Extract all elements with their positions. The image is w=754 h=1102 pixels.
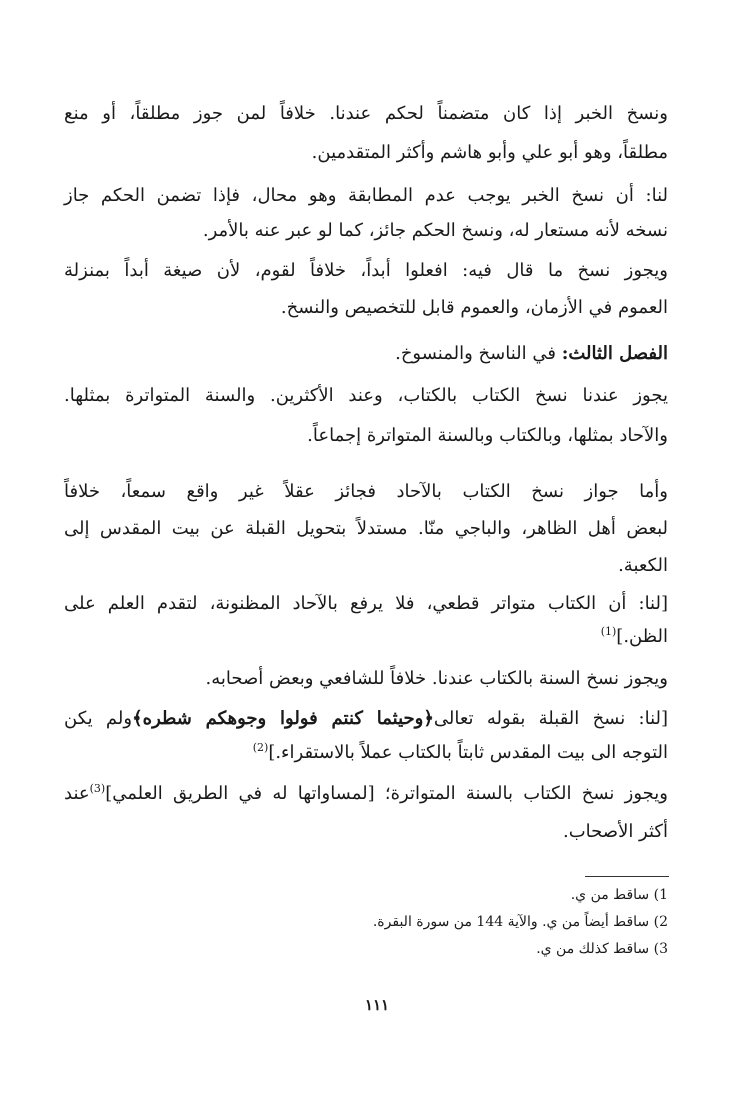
quran-after: ولم يكن bbox=[64, 708, 133, 729]
footnote-mark-1: (1) bbox=[600, 625, 617, 638]
bracket-text-3: ويجوز نسخ الكتاب بالسنة المتواترة؛ [لمساواتها له في الطريق العلمي] bbox=[105, 783, 668, 804]
body-line-1: ونسخ الخبر إذا كان متضمناً لحكم عندنا. خلافاً لمن جوز مطلقاً، أو منع bbox=[64, 103, 668, 124]
footnote-3: 3) ساقط كذلك من ي. bbox=[536, 941, 668, 957]
footnote-mark-2: (2) bbox=[252, 741, 269, 754]
body-line-13: [لنا: أن الكتاب متواتر قطعي، فلا يرفع بالآحاد المظنونة، لتقدم العلم على bbox=[64, 593, 668, 614]
body-line-9: والآحاد بمثلها، وبالكتاب وبالسنة المتواترة إجماعاً. bbox=[307, 425, 668, 446]
body-line-3: لنا: أن نسخ الخبر يوجب عدم المطابقة وهو محال، فإذا تضمن الحكم جاز bbox=[64, 185, 668, 206]
body-line-4: نسخه لأنه مستعار له، ونسخ الحكم جائز، كما لو عبر عنه بالأمر. bbox=[202, 220, 668, 241]
body-line-18 bbox=[64, 779, 668, 809]
body-line-14 bbox=[64, 622, 668, 652]
body-line-12: الكعبة. bbox=[618, 555, 668, 576]
footnote-2: 2) ساقط أيضاً من ي. والآية 144 من سورة البقرة. bbox=[372, 914, 668, 930]
quran-intro: [لنا: نسخ القبلة بقوله تعالى bbox=[433, 708, 669, 729]
page-number: ١١١ bbox=[364, 996, 390, 1014]
section-heading bbox=[64, 339, 668, 369]
quran-verse: ﴿وحيثما كنتم فولوا وجوهكم شطره﴾ bbox=[132, 708, 434, 729]
bracket-text-2: التوجه الى بيت المقدس ثابتاً بالكتاب عملاً بالاستقراء.] bbox=[268, 742, 668, 763]
body-line-16 bbox=[64, 704, 668, 734]
body-line-15: ويجوز نسخ السنة بالكتاب عندنا. خلافاً للشافعي وبعض أصحابه. bbox=[205, 668, 668, 689]
body-line-19: أكثر الأصحاب. bbox=[563, 821, 668, 842]
body-line-11: لبعض أهل الظاهر، والباجي منّا. مستدلاً بتحويل القبلة عن بيت المقدس إلى bbox=[64, 518, 668, 539]
body-line-5: ويجوز نسخ ما قال فيه: افعلوا أبداً، خلافاً لقوم، لأن صيغة أبداً بمنزلة bbox=[64, 260, 668, 281]
footnote-separator bbox=[585, 876, 669, 877]
footnote-1: 1) ساقط من ي. bbox=[570, 887, 668, 903]
body-line-8: يجوز عندنا نسخ الكتاب بالكتاب، وعند الأكثرين. والسنة المتواترة بمثلها. bbox=[64, 385, 668, 406]
body-line-10: وأما جواز نسخ الكتاب بالآحاد فجائز عقلاً غير واقع سمعاً، خلافاً bbox=[64, 481, 668, 502]
footnote-mark-3: (3) bbox=[89, 782, 106, 795]
body-line-6: العموم في الأزمان، والعموم قابل للتخصيص والنسخ. bbox=[280, 297, 668, 318]
body-line-2: مطلقاً، وهو أبو علي وأبو هاشم وأكثر المتقدمين. bbox=[311, 142, 668, 163]
section-heading-label: الفصل الثالث: bbox=[561, 343, 668, 364]
body-line-17 bbox=[64, 738, 668, 768]
bracket-text-1: الظن.] bbox=[616, 626, 668, 647]
section-heading-title: في الناسخ والمنسوخ. bbox=[395, 343, 562, 364]
line-end-word: عند bbox=[64, 783, 90, 804]
